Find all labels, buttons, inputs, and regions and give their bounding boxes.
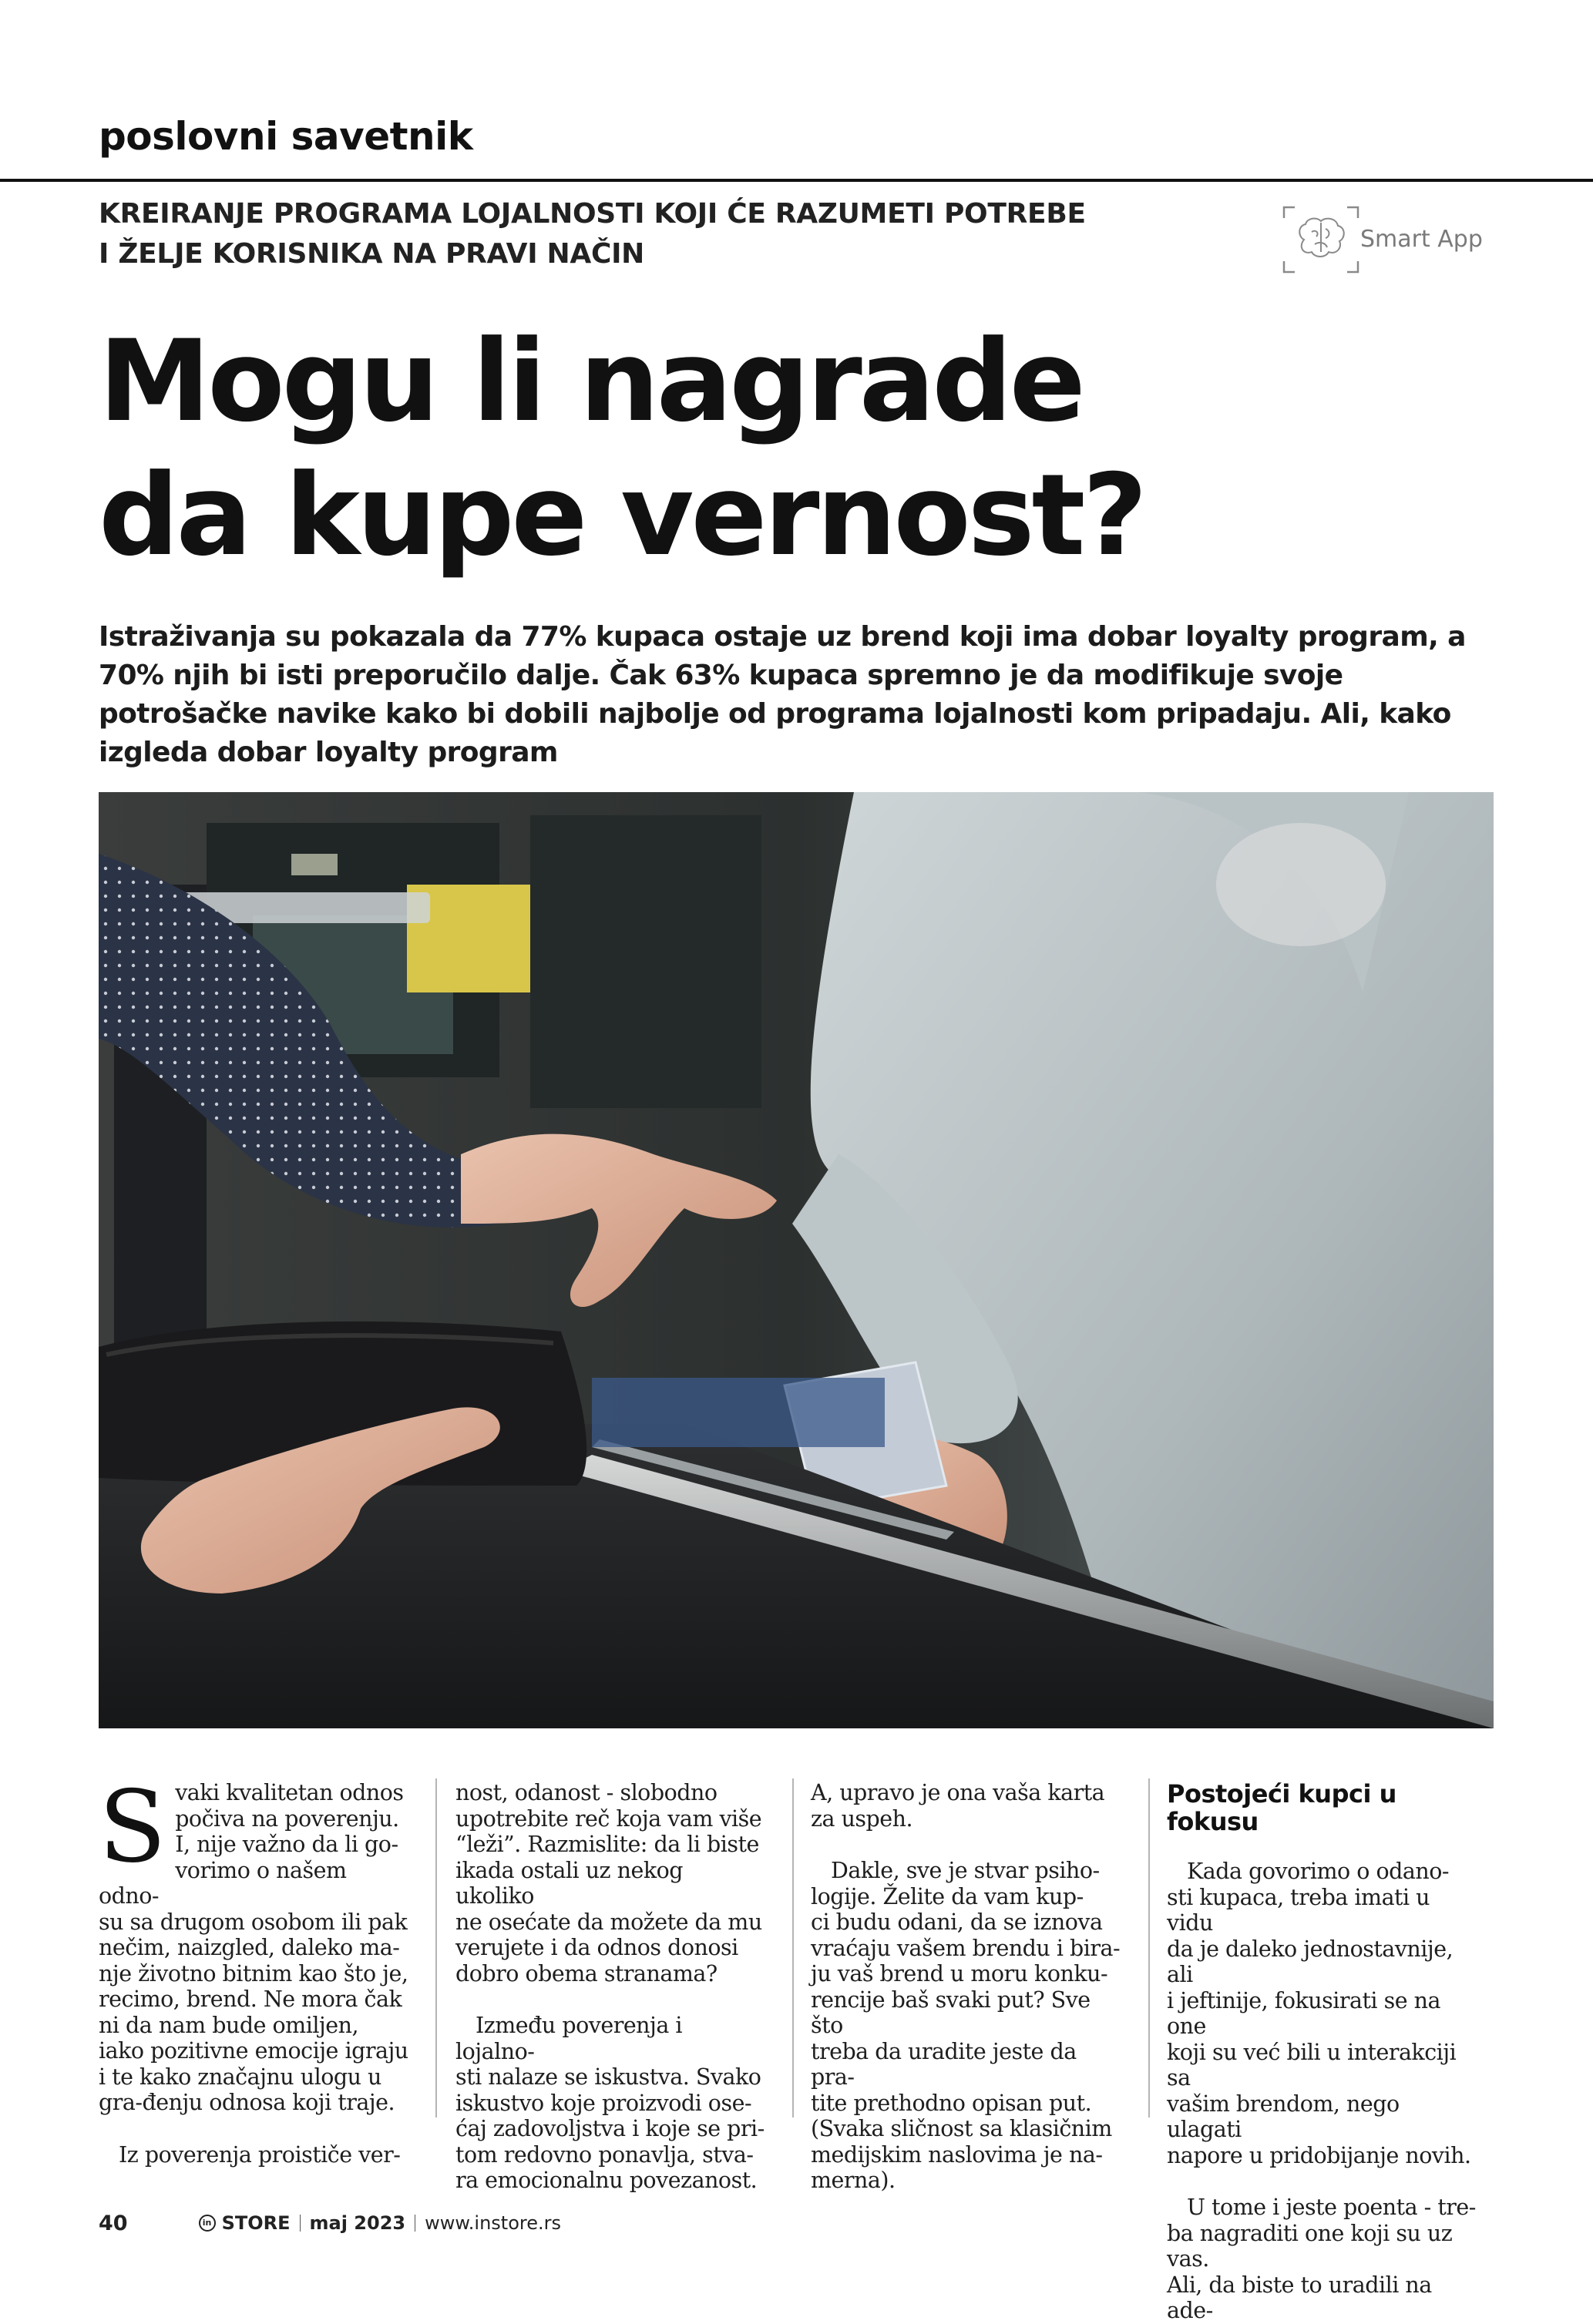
- column-1-paragraph-1: vaki kvalitetan odnos počiva na poverenju. I, nije važno da li go- vorimo o našem odno- su sa drugom osobom ili pak nečim, naizgled, daleko ma-nje životno bitnim kao što je, recimo, brend. Ne mora čak ni da nam bude omiljen, iako pozitivne emocije igraju i te kako značajnu ulogu u gra-đenju odnosa koji traje.: [99, 1780, 408, 2115]
- column-4-paragraph-1: Kada govorimo o odano- sti kupaca, treba imati u vidu da je daleko jednostavnije, ali i jeftinije, fokusirati se na one koji su već bili u interakciji sa vašim brendom, nego ulagati napore u pridobijanje novih.: [1167, 1859, 1471, 2168]
- issue-date: maj 2023: [309, 2212, 406, 2234]
- column-divider: [792, 1778, 794, 2117]
- column-3-paragraph-1: A, upravo je ona vaša karta za uspeh.: [811, 1780, 1105, 1832]
- store-brand: [199, 2212, 291, 2234]
- page-footer: [99, 2211, 561, 2235]
- section-label: poslovni savetnik: [99, 114, 473, 159]
- kicker: KREIRANJE PROGRAMA LOJALNOSTI KOJI ĆE RAZUMETI POTREBE I ŽELJE KORISNIKA NA PRAVI NAČIN: [99, 198, 1086, 270]
- header-rule: [0, 179, 1593, 182]
- brand-name: STORE: [221, 2212, 291, 2234]
- website-link[interactable]: www.instore.rs: [425, 2212, 562, 2234]
- headline: Mogu li nagrade da kupe vernost?: [99, 316, 1145, 581]
- article-column-4: [1167, 1780, 1477, 2324]
- subheading: Postojeći kupci u fokusu: [1167, 1779, 1396, 1836]
- column-divider: [435, 1778, 437, 2117]
- column-divider: [1148, 1778, 1150, 2117]
- column-2-paragraph-1: nost, odanost - slobodno upotrebite reč koja vam više “leži”. Razmislite: da li biste ikada ostali uz nekog ukoliko ne osećate da možete da mu verujete i da odnos donosi dobro obema stranama?: [455, 1780, 762, 1986]
- brand-mark-icon: in: [199, 2215, 216, 2232]
- column-1-paragraph-2: Iz poverenja proističe ver-: [119, 2141, 401, 2168]
- article-column-2: [455, 1780, 765, 2194]
- drop-cap: S: [99, 1770, 166, 1885]
- page-number: 40: [99, 2211, 128, 2235]
- column-3-paragraph-2: Dakle, sve je stvar psiho- logije. Želite da vam kup- ci budu odani, da se iznova vraćaju vašem brendu i bira- ju vaš brend u moru konku- rencije baš svaki put? Sve što treba da uradite jeste da pra- tite prethodno opisan put. (Svaka sličnost sa klasičnim medijskim naslovima je na- merna).: [811, 1858, 1121, 2193]
- column-4-paragraph-2: U tome i jeste poenta - tre- ba nagraditi one koji su uz vas. Ali, da biste to uradili na ade-: [1167, 2195, 1476, 2323]
- lead-paragraph: Istraživanja su pokazala da 77% kupaca ostaje uz brend koji ima dobar loyalty program, a 70% njih bi isti preporučilo dalje. Čak 63% kupaca spremno je da modifikuje svoje potrošačke navike kako bi dobili najbolje od programa lojalnosti kom pripadaju. Ali, kako izgleda dobar loyalty program: [99, 621, 1466, 768]
- brain-icon: [1299, 219, 1344, 257]
- column-2-paragraph-2: Između poverenja i lojalno- sti nalaze se iskustva. Svako iskustvo koje proizvodi ose- ćaj zadovoljstva i koje se pri- tom redovno ponavlja, stva- ra emocionalnu povezanost.: [455, 2013, 765, 2193]
- hand-passing-card-photo: [99, 792, 1494, 1728]
- footer-divider: [300, 2215, 301, 2232]
- article-column-3: [811, 1780, 1121, 2194]
- logo-text: Smart App: [1360, 226, 1483, 253]
- article-column-1: [99, 1770, 408, 2168]
